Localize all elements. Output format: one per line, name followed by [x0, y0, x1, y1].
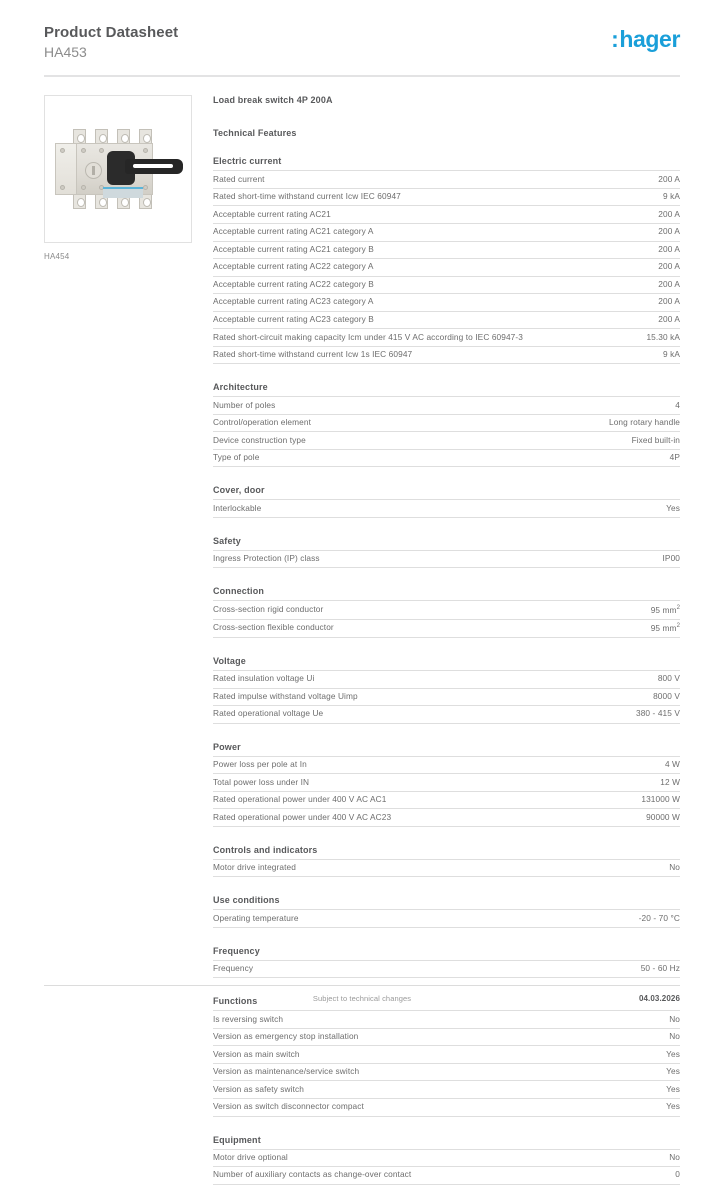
table-row	[213, 601, 680, 619]
spec-value: No	[669, 1013, 680, 1024]
spec-value: Yes	[666, 1048, 680, 1059]
spec-value: Yes	[666, 1083, 680, 1094]
section-title: Equipment	[213, 1134, 261, 1145]
spec-value: -20 - 70 °C	[638, 912, 680, 923]
spec-value: No	[669, 862, 680, 873]
footer-divider	[44, 985, 680, 986]
spec-value: 4P	[669, 452, 680, 463]
table-row	[213, 294, 680, 312]
spec-label: Control/operation element	[213, 417, 311, 428]
table-row	[213, 346, 680, 364]
spec-table	[213, 756, 680, 827]
table-row	[213, 756, 680, 774]
table-row	[213, 171, 680, 189]
section-title: Controls and indicators	[213, 844, 318, 855]
table-row	[213, 311, 680, 329]
hager-logo	[611, 24, 680, 51]
footer-date: 04.03.2026	[638, 994, 680, 1003]
table-row	[213, 774, 680, 792]
table-row	[213, 223, 680, 241]
table-row	[213, 1028, 680, 1046]
spec-label: Version as main switch	[213, 1048, 300, 1059]
spec-label: Rated short-time withstand current Icw 1s IEC 60947	[213, 349, 413, 360]
table-row	[213, 329, 680, 347]
spec-label: Acceptable current rating AC21 category B	[213, 243, 374, 254]
spec-section	[213, 946, 680, 979]
product-name: Load break switch 4P 200A	[213, 95, 333, 106]
technical-features-heading: Technical Features	[213, 128, 297, 139]
logo-colon-icon: :	[611, 26, 619, 52]
spec-value: IP00	[662, 553, 680, 564]
spec-value: 4 W	[664, 758, 680, 769]
content-area	[44, 95, 680, 1184]
table-row	[213, 449, 680, 467]
spec-value: No	[669, 1031, 680, 1042]
table-row	[213, 276, 680, 294]
switch-illustration	[55, 129, 183, 209]
spec-value: 200 A	[658, 261, 680, 272]
table-row	[213, 1098, 680, 1116]
spec-label: Rated insulation voltage Ui	[213, 673, 315, 684]
section-title: Electric current	[213, 156, 282, 167]
spec-value: Fixed built-in	[631, 434, 680, 445]
table-row	[213, 1063, 680, 1081]
page-header	[44, 0, 680, 61]
spec-label: Rated short-time withstand current Icw IEC 60947	[213, 191, 401, 202]
table-row	[213, 206, 680, 224]
spec-table	[213, 600, 680, 638]
spec-label: Acceptable current rating AC23 category A	[213, 296, 374, 307]
spec-value: 380 - 415 V	[636, 708, 680, 719]
section-title: Use conditions	[213, 895, 280, 906]
spec-value: 200 A	[658, 314, 680, 325]
section-title: Cover, door	[213, 485, 265, 496]
spec-label: Motor drive integrated	[213, 862, 296, 873]
spec-label: Acceptable current rating AC22 category B	[213, 278, 374, 289]
spec-value: 131000 W	[641, 794, 680, 805]
spec-value: 9 kA	[662, 191, 680, 202]
section-title: Power	[213, 741, 241, 752]
spec-value: 200 A	[658, 208, 680, 219]
spec-table	[213, 170, 680, 364]
spec-value: 4	[675, 399, 680, 410]
spec-label: Rated short-circuit making capacity Icm under 415 V AC according to IEC 60947-3	[213, 331, 523, 342]
spec-section	[213, 536, 680, 569]
table-row	[213, 1167, 680, 1185]
spec-label: Power loss per pole at In	[213, 758, 307, 769]
spec-value: Long rotary handle	[609, 417, 680, 428]
spec-value: 90000 W	[646, 811, 680, 822]
table-row	[213, 706, 680, 724]
spec-table	[213, 859, 680, 878]
spec-label: Frequency	[213, 963, 254, 974]
spec-label: Version as maintenance/service switch	[213, 1066, 360, 1077]
section-title: Connection	[213, 586, 264, 597]
spec-label: Type of pole	[213, 452, 260, 463]
spec-value: 15.30 kA	[646, 331, 680, 342]
spec-table	[213, 1010, 680, 1116]
spec-table	[213, 396, 680, 467]
spec-label: Operating temperature	[213, 912, 299, 923]
spec-label: Cross-section flexible conductor	[213, 622, 334, 633]
table-row	[213, 859, 680, 877]
table-row	[213, 960, 680, 978]
spec-table	[213, 909, 680, 928]
spec-label: Acceptable current rating AC21	[213, 208, 331, 219]
table-row	[213, 188, 680, 206]
table-row	[213, 432, 680, 450]
spec-value: Yes	[666, 502, 680, 513]
spec-section	[213, 1135, 680, 1185]
table-row	[213, 241, 680, 259]
table-row	[213, 1081, 680, 1099]
spec-label: Version as switch disconnector compact	[213, 1101, 364, 1112]
table-row	[213, 414, 680, 432]
spec-table	[213, 499, 680, 518]
spec-value: 95 $mm^2$	[650, 604, 680, 615]
product-reference: HA453	[44, 44, 87, 61]
table-row	[213, 809, 680, 827]
table-row	[213, 397, 680, 415]
section-title: Functions	[213, 996, 258, 1007]
page-title: Product Datasheet	[44, 24, 179, 41]
spec-section	[213, 586, 680, 638]
header-divider	[44, 75, 680, 77]
spec-value: 12 W	[660, 776, 680, 787]
spec-section	[213, 742, 680, 827]
product-image	[44, 95, 192, 243]
section-title: Safety	[213, 535, 241, 546]
spec-label: Number of poles	[213, 399, 276, 410]
logo-wordmark: hager	[619, 26, 680, 52]
spec-value: 200 A	[658, 296, 680, 307]
spec-label: Acceptable current rating AC21 category A	[213, 226, 374, 237]
spec-sections	[213, 156, 680, 1184]
spec-value: 8000 V	[653, 690, 680, 701]
spec-value: 0	[675, 1169, 680, 1180]
spec-section	[213, 996, 680, 1116]
table-row	[213, 259, 680, 277]
table-row	[213, 671, 680, 689]
spec-value: Yes	[666, 1101, 680, 1112]
spec-section	[213, 382, 680, 467]
footer-note: Subject to technical changes	[312, 994, 412, 1003]
spec-label: Motor drive optional	[213, 1151, 288, 1162]
spec-label: Cross-section rigid conductor	[213, 604, 324, 615]
spec-label: Rated operational power under 400 V AC AC23	[213, 811, 392, 822]
spec-label: Is reversing switch	[213, 1013, 284, 1024]
spec-label: Acceptable current rating AC22 category A	[213, 261, 374, 272]
spec-value: 200 A	[658, 226, 680, 237]
spec-table	[213, 960, 680, 979]
table-row	[213, 1046, 680, 1064]
spec-label: Rated operational voltage Ue	[213, 708, 324, 719]
spec-label: Version as emergency stop installation	[213, 1031, 359, 1042]
table-row	[213, 1149, 680, 1167]
spec-value: No	[669, 1151, 680, 1162]
spec-value: 9 kA	[662, 349, 680, 360]
spec-value: 200 A	[658, 173, 680, 184]
title-block	[44, 24, 178, 61]
spec-value: 800 V	[657, 673, 680, 684]
specs-column	[213, 95, 680, 1184]
spec-table	[213, 670, 680, 724]
table-row	[213, 910, 680, 928]
table-row	[213, 550, 680, 568]
spec-table	[213, 1149, 680, 1185]
spec-label: Rated operational power under 400 V AC AC1	[213, 794, 387, 805]
spec-label: Total power loss under IN	[213, 776, 310, 787]
spec-section	[213, 656, 680, 724]
spec-value: 50 - 60 Hz	[640, 963, 680, 974]
spec-label: Number of auxiliary contacts as change-over contact	[213, 1169, 412, 1180]
spec-label: Ingress Protection (IP) class	[213, 553, 320, 564]
section-title: Voltage	[213, 656, 246, 666]
table-row	[213, 688, 680, 706]
spec-section	[213, 845, 680, 878]
table-row	[213, 500, 680, 518]
table-row	[213, 1011, 680, 1029]
spec-value: 200 A	[658, 278, 680, 289]
page-footer	[44, 985, 680, 1006]
figure-caption: HA454	[44, 252, 70, 262]
spec-section	[213, 485, 680, 518]
spec-label: Interlockable	[213, 502, 262, 513]
spec-label: Device construction type	[213, 434, 306, 445]
spec-label: Rated impulse withstand voltage Uimp	[213, 690, 358, 701]
spec-table	[213, 550, 680, 569]
spec-section	[213, 895, 680, 928]
table-row	[213, 619, 680, 637]
spec-section	[213, 156, 680, 364]
spec-value: 95 $mm^2$	[650, 622, 680, 633]
spec-label: Acceptable current rating AC23 category B	[213, 314, 374, 325]
spec-label: Rated current	[213, 173, 265, 184]
figure-column	[44, 95, 194, 261]
spec-value: 200 A	[658, 243, 680, 254]
table-row	[213, 791, 680, 809]
spec-value: Yes	[666, 1066, 680, 1077]
section-title: Architecture	[213, 382, 268, 393]
section-title: Frequency	[213, 945, 260, 956]
spec-label: Version as safety switch	[213, 1083, 304, 1094]
